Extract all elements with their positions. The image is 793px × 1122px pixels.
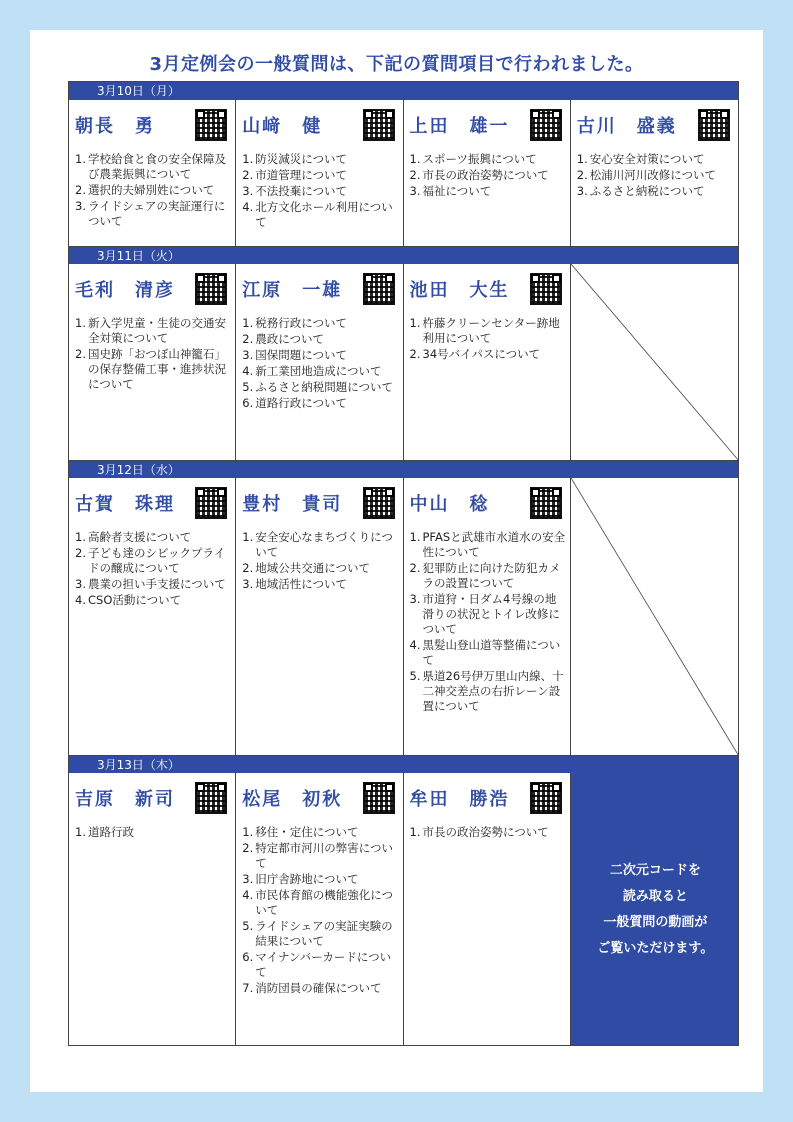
page xyxy=(30,30,763,1092)
question-number: 4. xyxy=(242,888,254,902)
question-item xyxy=(242,184,398,199)
question-item xyxy=(75,593,231,608)
member-name: 池田 大生 xyxy=(409,280,510,301)
question-text: 市長の政治姿勢について xyxy=(422,825,549,839)
member-cell xyxy=(69,264,236,460)
question-number: 5. xyxy=(242,380,254,394)
question-number: 3. xyxy=(242,348,254,362)
question-text: 農政について xyxy=(255,332,325,346)
qr-code-icon[interactable] xyxy=(195,487,227,519)
question-text: 国史跡「おつぼ山神籠石」の保存整備工事・進捗状況について xyxy=(88,347,226,391)
member-header xyxy=(577,106,734,144)
question-number: 2. xyxy=(242,841,254,855)
question-number: 4. xyxy=(75,593,86,607)
question-number: 1. xyxy=(576,152,588,166)
question-item xyxy=(242,561,398,576)
member-header xyxy=(410,270,566,308)
diagonal-line xyxy=(571,264,738,460)
question-number: 2. xyxy=(75,183,86,197)
question-number: 2. xyxy=(75,347,86,361)
question-item xyxy=(242,950,398,980)
member-name: 吉原 新司 xyxy=(75,789,175,810)
question-text: ふるさと納税問題について xyxy=(255,380,394,394)
question-text: 学校給食と食の安全保障及び農業振興について xyxy=(88,152,226,181)
question-number: 2. xyxy=(409,168,421,182)
question-item xyxy=(242,577,398,592)
question-text: 市道管理について xyxy=(255,168,348,182)
day-row xyxy=(69,478,738,755)
question-text: 犯罪防止に向けた防犯カメラの設置について xyxy=(422,561,561,590)
question-number: 1. xyxy=(75,530,86,544)
question-item xyxy=(242,364,398,379)
question-item xyxy=(242,168,398,183)
question-text: 移住・定住について xyxy=(255,825,359,839)
question-text: 不法投棄について xyxy=(255,184,348,198)
note-line: ご覧いただけます。 xyxy=(597,941,714,956)
question-text: マイナンバーカードについて xyxy=(255,950,392,979)
question-item xyxy=(242,152,398,167)
question-text: 地域公共交通について xyxy=(255,561,371,575)
member-cell xyxy=(404,478,571,755)
question-list xyxy=(410,825,566,840)
member-header xyxy=(75,270,231,308)
question-text: PFASと武雄市水道水の安全性について xyxy=(422,530,566,559)
question-item xyxy=(75,530,231,545)
qr-code-icon[interactable] xyxy=(195,782,227,814)
question-text: 特定都市河川の弊害について xyxy=(255,841,394,870)
page-title: 3月定例会の一般質問は、下記の質問項目で行われました。 xyxy=(149,54,644,75)
qr-code-icon[interactable] xyxy=(530,273,562,305)
question-item xyxy=(242,872,398,887)
member-name: 朝長 勇 xyxy=(75,116,155,137)
question-item xyxy=(410,168,566,183)
question-number: 3. xyxy=(409,184,421,198)
member-cell xyxy=(404,100,571,246)
question-text: 34号バイパスについて xyxy=(422,347,541,361)
question-text: CSO活動について xyxy=(88,593,182,607)
question-number: 2. xyxy=(242,168,254,182)
qr-code-icon[interactable] xyxy=(698,109,730,141)
member-name: 松尾 初秋 xyxy=(242,789,343,810)
qr-code-icon[interactable] xyxy=(195,273,227,305)
question-number: 6. xyxy=(242,396,254,410)
question-item xyxy=(75,825,231,840)
date-bar: 3月11日（火） xyxy=(69,246,738,264)
question-text: 市道狩・日ダム4号線の地滑りの状況とトイレ改修について xyxy=(422,592,560,636)
member-name: 豊村 貴司 xyxy=(242,494,343,515)
question-number: 5. xyxy=(409,669,421,683)
qr-code-icon[interactable] xyxy=(363,782,395,814)
question-number: 1. xyxy=(409,825,421,839)
date-bar: 3月12日（水） xyxy=(69,460,738,478)
question-text: 安心安全対策について xyxy=(589,152,705,166)
question-list xyxy=(577,152,734,199)
question-list xyxy=(242,152,398,230)
question-text: 国保問題について xyxy=(255,348,348,362)
day-row xyxy=(69,773,738,1045)
question-item xyxy=(75,152,231,182)
day-row xyxy=(69,100,738,246)
qr-code-icon[interactable] xyxy=(363,109,395,141)
question-text: 選択的夫婦別姓について xyxy=(88,183,215,197)
member-cell xyxy=(404,264,571,460)
question-item xyxy=(242,825,398,840)
question-item xyxy=(242,530,398,560)
note-line: 読み取ると xyxy=(622,889,688,904)
member-header xyxy=(242,106,398,144)
qr-note xyxy=(571,773,738,1045)
question-text: 杵藤クリーンセンター跡地利用について xyxy=(422,316,560,345)
qr-code-icon[interactable] xyxy=(363,487,395,519)
qr-code-icon[interactable] xyxy=(195,109,227,141)
question-item xyxy=(410,530,566,560)
member-header xyxy=(75,484,231,522)
question-item xyxy=(242,380,398,395)
question-list xyxy=(242,825,398,996)
day-row xyxy=(69,264,738,460)
question-text: 防災減災について xyxy=(255,152,348,166)
question-list xyxy=(410,316,566,362)
member-cell xyxy=(236,100,403,246)
question-text: 旧庁舎跡地について xyxy=(255,872,359,886)
question-list xyxy=(242,316,398,411)
question-number: 1. xyxy=(242,825,254,839)
question-number: 1. xyxy=(75,825,86,839)
question-text: ライドシェアの実証実験の結果について xyxy=(255,919,393,948)
question-number: 1. xyxy=(75,316,86,330)
member-cell xyxy=(69,773,236,1045)
date-bar: 3月13日（木） xyxy=(69,755,738,773)
question-number: 2. xyxy=(576,168,588,182)
question-text: 消防団員の確保について xyxy=(255,981,382,995)
question-item xyxy=(75,577,231,592)
question-number: 3. xyxy=(75,577,86,591)
question-number: 2. xyxy=(75,546,86,560)
member-name: 古川 盛義 xyxy=(576,116,677,137)
question-number: 3. xyxy=(242,577,254,591)
question-item xyxy=(242,332,398,347)
question-item xyxy=(410,592,566,637)
note-line: 二次元コードを xyxy=(609,863,701,878)
question-number: 3. xyxy=(242,872,254,886)
question-item xyxy=(75,199,231,229)
question-number: 1. xyxy=(242,316,254,330)
question-text: スポーツ振興について xyxy=(422,152,537,166)
question-table xyxy=(68,81,739,1046)
member-cell xyxy=(236,478,403,755)
question-number: 2. xyxy=(409,347,421,361)
qr-code-icon[interactable] xyxy=(530,487,562,519)
question-text: 安全安心なまちづくりについて xyxy=(255,530,393,559)
question-text: 黒髪山登山道等整備について xyxy=(422,638,561,667)
member-cell xyxy=(236,264,403,460)
question-list xyxy=(410,530,566,714)
empty-cell xyxy=(571,264,738,460)
question-number: 1. xyxy=(409,530,421,544)
question-item xyxy=(242,841,398,871)
question-number: 1. xyxy=(75,152,86,166)
question-number: 1. xyxy=(242,152,254,166)
question-list xyxy=(242,530,398,592)
question-number: 4. xyxy=(242,200,254,214)
question-number: 2. xyxy=(242,561,254,575)
question-number: 7. xyxy=(242,981,254,995)
diagonal-line xyxy=(571,478,738,755)
question-item xyxy=(242,981,398,996)
question-item xyxy=(242,919,398,949)
question-text: 高齢者支援について xyxy=(88,530,192,544)
member-name: 古賀 珠理 xyxy=(75,494,175,515)
member-cell xyxy=(69,478,236,755)
question-text: 税務行政について xyxy=(255,316,348,330)
member-header xyxy=(410,106,566,144)
question-number: 3. xyxy=(242,184,254,198)
note-line: 一般質問の動画が xyxy=(603,915,708,930)
member-name: 江原 一雄 xyxy=(242,280,343,301)
question-list xyxy=(75,530,231,608)
member-cell xyxy=(571,100,738,246)
member-header xyxy=(242,270,398,308)
question-item xyxy=(577,168,734,183)
question-list xyxy=(75,152,231,229)
question-text: ライドシェアの実証運行について xyxy=(88,199,226,228)
question-item xyxy=(577,184,734,199)
question-item xyxy=(75,546,231,576)
member-header xyxy=(410,779,566,817)
qr-code-icon[interactable] xyxy=(363,273,395,305)
question-number: 4. xyxy=(242,364,254,378)
question-text: ふるさと納税について xyxy=(589,184,705,198)
question-list xyxy=(410,152,566,199)
question-item xyxy=(75,316,231,346)
question-text: 北方文化ホール利用について xyxy=(255,200,393,229)
question-item xyxy=(410,316,566,346)
question-text: 道路行政 xyxy=(88,825,134,839)
member-header xyxy=(242,484,398,522)
qr-code-icon[interactable] xyxy=(530,109,562,141)
question-item xyxy=(242,316,398,331)
qr-code-icon[interactable] xyxy=(530,782,562,814)
question-text: 農業の担い手支援について xyxy=(88,577,226,591)
date-bar: 3月10日（月） xyxy=(69,82,738,100)
question-item xyxy=(410,669,566,714)
question-text: 松浦川河川改修について xyxy=(589,168,717,182)
member-header xyxy=(75,106,231,144)
question-item xyxy=(410,347,566,362)
question-list xyxy=(75,316,231,392)
member-name: 山﨑 健 xyxy=(242,116,323,137)
question-text: 市民体育館の機能強化について xyxy=(255,888,394,917)
question-number: 3. xyxy=(409,592,421,606)
question-number: 3. xyxy=(75,199,86,213)
question-text: 新入学児童・生徒の交通安全対策について xyxy=(88,316,226,345)
question-item xyxy=(75,183,231,198)
question-item xyxy=(410,152,566,167)
question-item xyxy=(577,152,734,167)
question-item xyxy=(242,200,398,230)
question-text: 道路行政について xyxy=(255,396,348,410)
question-item xyxy=(410,825,566,840)
question-item xyxy=(410,638,566,668)
member-name: 中山 稔 xyxy=(409,494,490,515)
empty-cell xyxy=(571,478,738,755)
question-item xyxy=(410,561,566,591)
question-text: 市長の政治姿勢について xyxy=(422,168,549,182)
question-item xyxy=(242,888,398,918)
member-header xyxy=(75,779,231,817)
member-name: 牟田 勝浩 xyxy=(409,789,510,810)
member-name: 毛利 清彦 xyxy=(75,280,175,301)
question-number: 6. xyxy=(242,950,254,964)
question-text: 新工業団地造成について xyxy=(255,364,382,378)
member-header xyxy=(242,779,398,817)
question-number: 5. xyxy=(242,919,254,933)
question-number: 1. xyxy=(409,316,421,330)
question-text: 地域活性について xyxy=(255,577,348,591)
question-text: 福祉について xyxy=(422,184,492,198)
question-item xyxy=(410,184,566,199)
question-number: 1. xyxy=(409,152,421,166)
question-item xyxy=(242,348,398,363)
member-cell xyxy=(69,100,236,246)
question-number: 3. xyxy=(576,184,588,198)
question-text: 県道26号伊万里山内線、十二神交差点の右折レーン設置について xyxy=(422,669,564,713)
question-list xyxy=(75,825,231,840)
member-cell xyxy=(404,773,571,1045)
question-item xyxy=(242,396,398,411)
question-text: 子ども達のシビックプライドの醸成について xyxy=(88,546,226,575)
question-number: 2. xyxy=(242,332,254,346)
question-number: 2. xyxy=(409,561,421,575)
member-name: 上田 雄一 xyxy=(409,116,510,137)
member-cell xyxy=(236,773,403,1045)
question-number: 1. xyxy=(242,530,254,544)
question-number: 4. xyxy=(409,638,421,652)
member-header xyxy=(410,484,566,522)
question-item xyxy=(75,347,231,392)
